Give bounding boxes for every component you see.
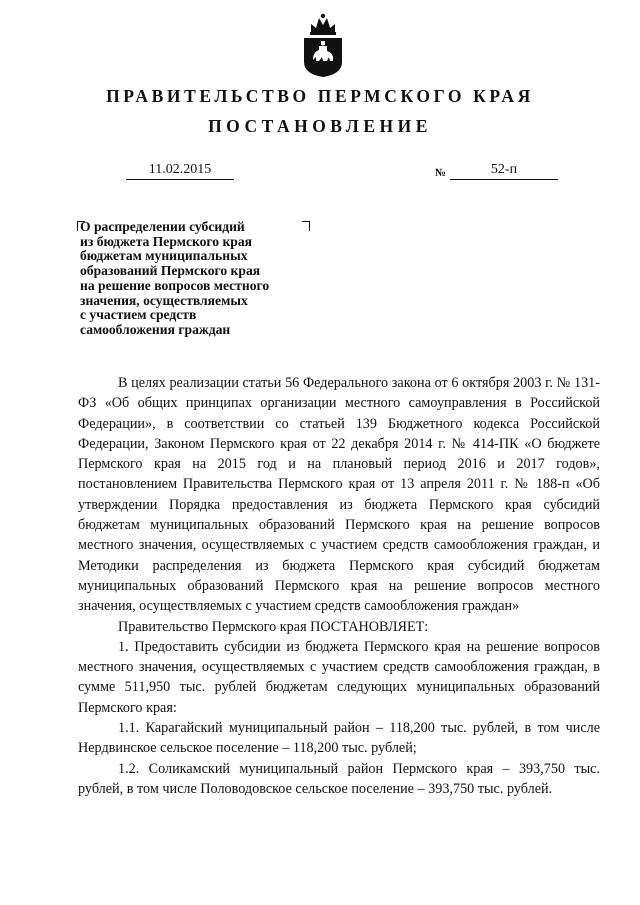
- subject-line: с участием средств: [80, 307, 197, 323]
- document-type: ПОСТАНОВЛЕНИЕ: [208, 116, 432, 136]
- number-label: №: [435, 167, 447, 179]
- coat-of-arms-icon: [301, 12, 345, 78]
- clause-1-1: 1.1. Карагайский муниципальный район – 118,200 тыс. рублей, в том числе Нердвинское сельское поселение – 118,200 тыс. рублей;: [78, 720, 600, 757]
- subject-line: значения, осуществляемых: [80, 292, 248, 308]
- document-body: [78, 373, 600, 799]
- subject-line: образований Пермского края: [80, 263, 261, 279]
- subject-line: О распределении субсидий: [80, 219, 245, 234]
- document-date: 11.02.2015: [126, 161, 234, 180]
- subject-line: бюджетам муниципальных: [80, 248, 248, 264]
- resolution-statement: Правительство Пермского края ПОСТАНОВЛЯЕТ:: [118, 618, 429, 635]
- subject-line: на решение вопросов местного: [80, 277, 270, 293]
- subject-line: самообложения граждан: [80, 321, 231, 337]
- subject-line: из бюджета Пермского края: [80, 233, 253, 249]
- clause-1-2: 1.2. Соликамский муниципальный район Пермского края – 393,750 тыс. рублей, в том числе Половодовское сельское поселение – 393,750 тыс. рублей.: [78, 760, 600, 797]
- preamble-paragraph: В целях реализации статьи 56 Федерального закона от 6 октября 2003 г. № 131-ФЗ «Об общих принципах организации местного самоуправления в Российской Федерации», в соответствии со статьей 139 Бюджетного кодекса Российской Федерации, Законом Пермского края от 22 декабря 2014 г. № 414-ПК «О бюджете Пермского края на 2015 год и на плановый период 2016 и 2017 годов», постановлением Правительства Пермского края от 13 апреля 2011 г. № 188-п «Об утверждении Порядка предоставления из бюджета Пермского края субсидий бюджетам муниципальных образований Пермского края на решение вопросов местного значения, осуществляемых с участием средств самообложения граждан, и Методики распределения из бюджета Пермского края субсидий бюджетам муниципальных образований Пермского края на решение вопросов местного значения, осуществляемых с участием средств самообложения граждан»: [78, 375, 600, 615]
- document-number: 52-п: [450, 161, 558, 180]
- document-subject: [80, 220, 310, 338]
- government-title: ПРАВИТЕЛЬСТВО ПЕРМСКОГО КРАЯ: [106, 86, 534, 106]
- clause-1: 1. Предоставить субсидии из бюджета Пермского края на решение вопросов местного значения, осуществляемых с участием средств самообложения граждан, в сумме 511,950 тыс. рублей бюджетам следующих муниципальных образований Пермского края:: [78, 638, 600, 716]
